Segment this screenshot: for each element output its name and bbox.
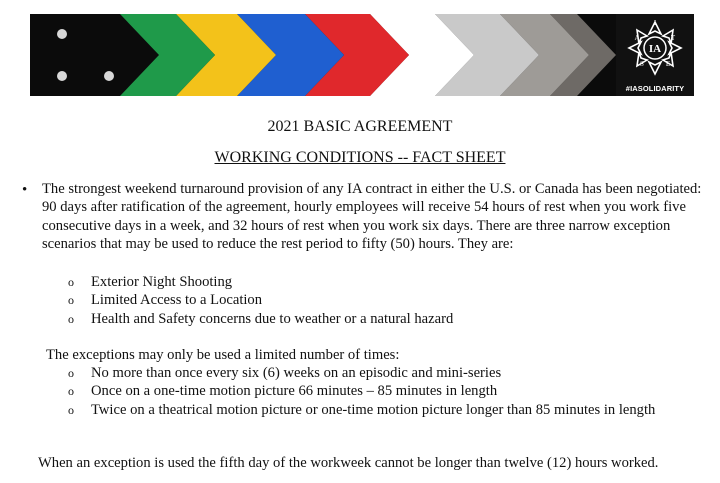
banner-dot [104,71,114,81]
seal-letter: T [670,34,676,42]
document-subtitle: WORKING CONDITIONS -- FACT SHEET [214,149,506,166]
list-item [68,401,668,419]
list-marker: o [68,293,74,308]
seal-letter: E [665,60,671,68]
document-title: 2021 BASIC AGREEMENT [267,118,453,135]
banner-dot [57,29,67,39]
list-marker: o [68,311,74,326]
list-item [68,364,668,382]
bullet-marker: • [22,182,28,198]
list-item [68,382,668,400]
list-item [68,310,628,328]
iatse-seal-logo [616,14,694,96]
seal-emblem-graphic [616,14,694,84]
list-item-text: Twice on a theatrical motion picture or one-time motion picture longer than 85 minutes in length [91,401,656,418]
banner-dot [57,71,67,81]
chevron-stripe-banner [30,14,616,96]
turnaround-paragraph: The strongest weekend turnaround provision of any IA contract in either the U.S. or Canada has been negotiated: 90 days after ratification of the agreement, hourly employees will receive 54 hours of rest when you work five consecutive days in a week, and 32 hours of rest when you work six days. There are three narrow exception scenarios that may be used to reduce the rest period to fifty (50) hours. They are: [42,181,702,253]
solidarity-hashtag: #IASOLIDARITY [625,84,685,93]
exception-scenarios-list [68,273,628,328]
limits-intro: The exceptions may only be used a limited number of times: [46,347,400,363]
list-marker: o [68,402,74,417]
list-item-text: Limited Access to a Location [91,292,263,309]
list-item-text: Once on a one-time motion picture 66 minutes – 85 minutes in length [91,383,498,400]
list-marker: o [68,366,74,380]
list-item-text: Health and Safety concerns due to weather or a natural hazard [91,310,454,327]
seal-letter: S [640,60,644,68]
list-item-text: Exterior Night Shooting [91,274,233,290]
list-item [68,273,628,291]
seal-center-text: IA [648,43,662,55]
list-item [68,291,628,309]
exception-limits-list [68,364,668,419]
footer-note: When an exception is used the fifth day of the workweek cannot be longer than twelve (12) hours worked. [38,455,659,471]
list-marker: o [68,384,74,399]
seal-letter: I [653,19,657,27]
seal-letter: A [634,34,640,42]
list-marker: o [68,275,74,289]
list-item-text: No more than once every six (6) weeks on an episodic and mini-series [91,365,502,381]
